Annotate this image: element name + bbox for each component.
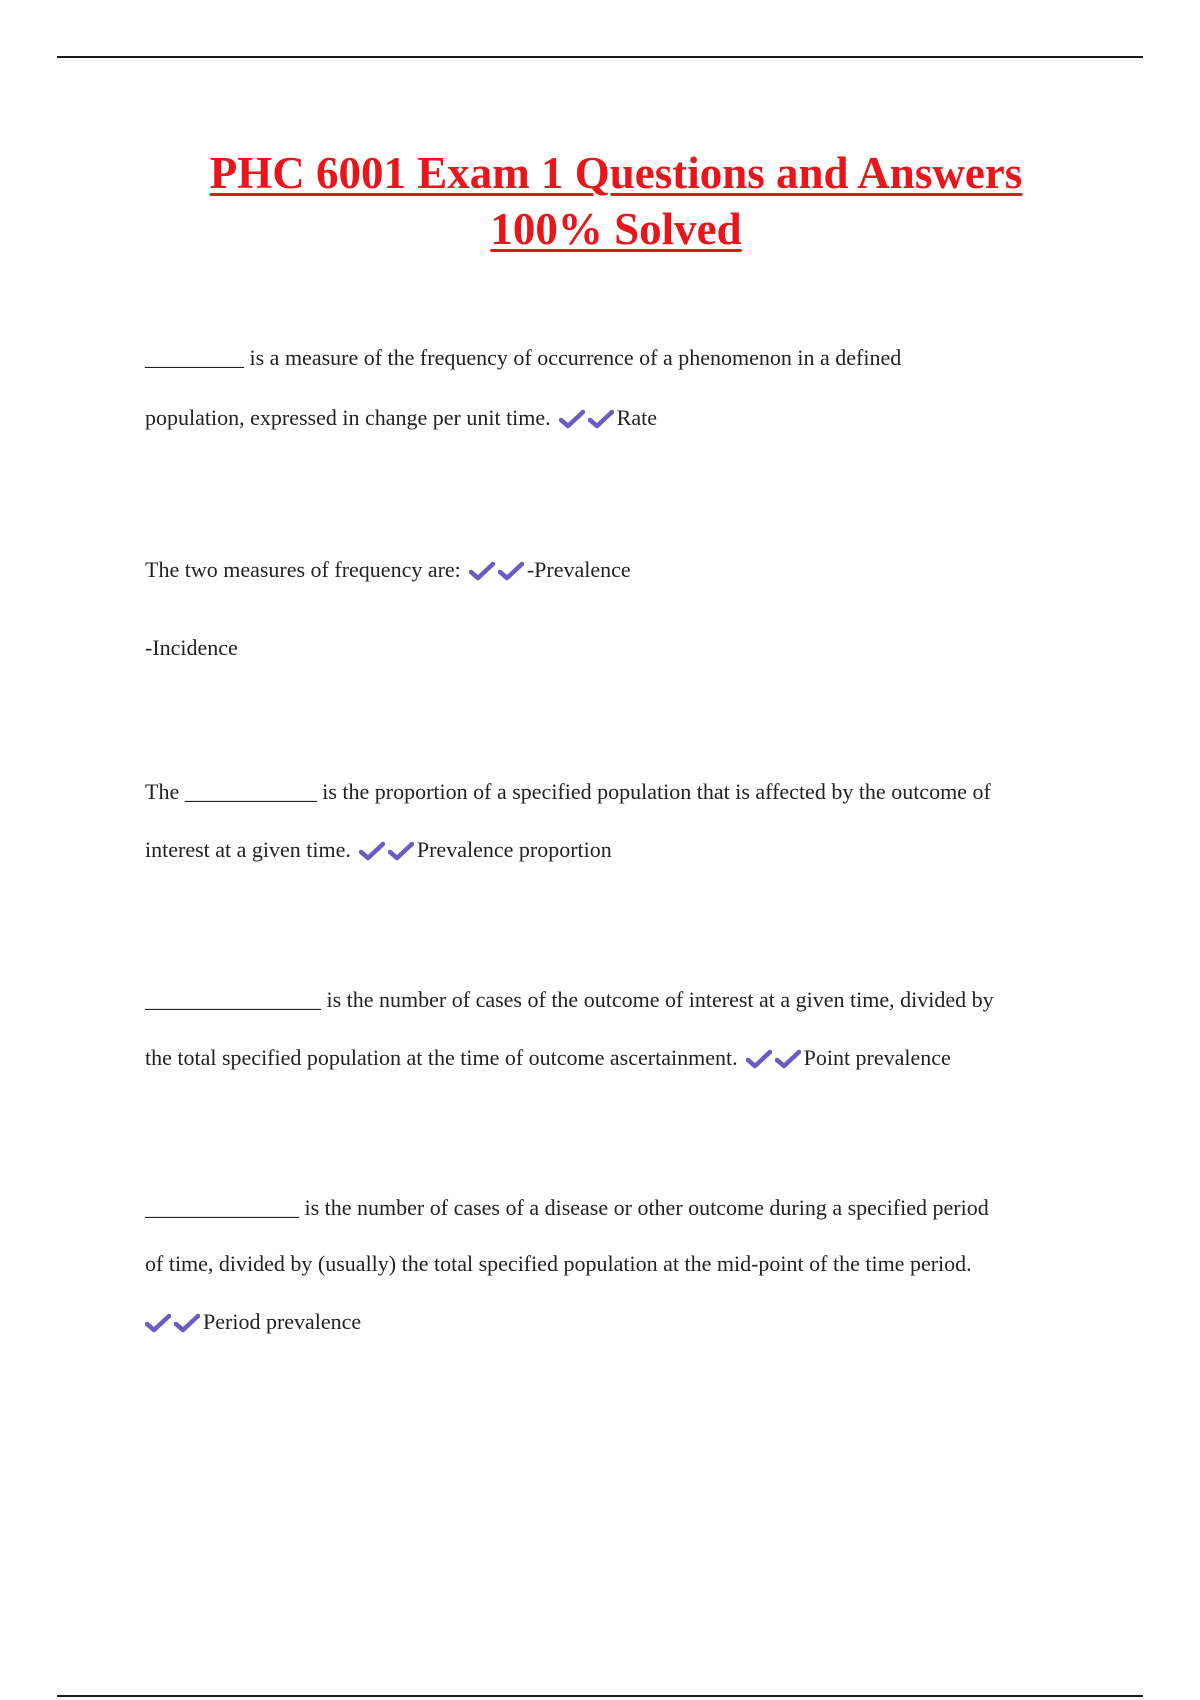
- check-icon: [498, 561, 524, 581]
- check-icon: [174, 1313, 200, 1333]
- question-3-line-1: The ____________ is the proportion of a specified population that is affected by the outcome of: [145, 779, 991, 804]
- question-4-line-1: ________________ is the number of cases of the outcome of interest at a given time, divided by: [145, 987, 994, 1012]
- check-icon: [775, 1049, 801, 1069]
- question-4-text: the total specified population at the time of outcome ascertainment.: [145, 1045, 738, 1070]
- check-icon: [746, 1049, 772, 1069]
- title-line-1: PHC 6001 Exam 1 Questions and Answers: [209, 148, 1023, 198]
- answer-2-line-2: -Incidence: [145, 635, 238, 660]
- question-1-line-2: [145, 403, 657, 433]
- check-icon: [145, 1313, 171, 1333]
- check-icon: [588, 409, 614, 429]
- check-icon: [359, 841, 385, 861]
- answer-marker: [746, 1043, 804, 1073]
- check-icon: [388, 841, 414, 861]
- question-2-line-1: [145, 555, 631, 585]
- check-icon: [469, 561, 495, 581]
- answer-3: Prevalence proportion: [416, 837, 612, 862]
- question-1-line-1: _________ is a measure of the frequency of occurrence of a phenomenon in a defined: [145, 345, 902, 370]
- question-5-line-1: ______________ is the number of cases of a disease or other outcome during a specified period: [145, 1195, 989, 1220]
- question-4-line-2: [145, 1043, 951, 1073]
- bottom-rule: [57, 1695, 1143, 1697]
- document-title: [100, 145, 1132, 257]
- answer-2: -Prevalence: [526, 557, 631, 582]
- top-rule: [57, 56, 1143, 58]
- answer-5: Period prevalence: [203, 1309, 362, 1334]
- title-line-2: 100% Solved: [490, 204, 742, 254]
- answer-1: Rate: [616, 405, 657, 430]
- question-3-text: interest at a given time.: [145, 837, 351, 862]
- answer-marker: [145, 1307, 203, 1337]
- answer-marker: [559, 403, 617, 433]
- question-1-text: population, expressed in change per unit time.: [145, 405, 551, 430]
- question-5-line-2: of time, divided by (usually) the total specified population at the mid-point of the time period.: [145, 1251, 972, 1276]
- answer-4: Point prevalence: [803, 1045, 951, 1070]
- question-5-line-3: [145, 1307, 361, 1337]
- answer-marker: [469, 555, 527, 585]
- check-icon: [559, 409, 585, 429]
- question-2-text: The two measures of frequency are:: [145, 557, 461, 582]
- answer-marker: [359, 835, 417, 865]
- question-3-line-2: [145, 835, 612, 865]
